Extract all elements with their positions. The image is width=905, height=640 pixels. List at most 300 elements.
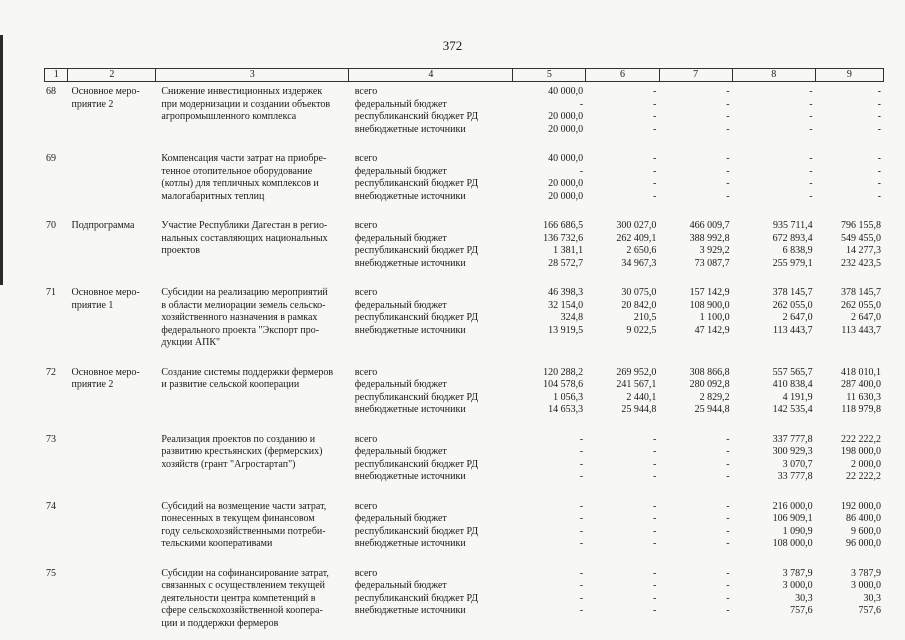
- value-col-7-line: 108 900,0: [689, 299, 730, 311]
- value-col-6: [586, 153, 659, 203]
- measure-type-line: приятие 1: [71, 299, 114, 311]
- funding-source: [349, 153, 513, 203]
- value-col-5-line: 46 398,3: [548, 287, 584, 298]
- value-col-8-line: 378 145,7: [772, 287, 813, 298]
- value-col-6-line: 2 650,6: [626, 245, 657, 256]
- value-col-8-line: -: [809, 86, 813, 97]
- value-col-7-line: 157 142,9: [689, 287, 730, 298]
- value-col-9-line: 192 000,0: [841, 500, 882, 512]
- value-col-7-line: 47 142,9: [694, 324, 730, 336]
- measure-description-line: Создание системы поддержки фермеров: [161, 366, 334, 378]
- value-col-6-line: 300 027,0: [616, 220, 657, 231]
- value-col-8-line: 757,6: [790, 605, 813, 616]
- value-col-7-line: -: [726, 153, 730, 164]
- value-col-5-line: -: [579, 471, 584, 482]
- value-col-9: [816, 434, 884, 484]
- funding-source-line: республиканский бюджет РД: [354, 592, 479, 604]
- row-number: 75: [46, 567, 56, 579]
- header-col-8: 8: [733, 69, 816, 81]
- funding-source-line: всего: [354, 366, 378, 378]
- value-col-9-line: 418 010,1: [841, 366, 882, 378]
- table-row: [44, 501, 884, 551]
- funding-source-line: внебюджетные источники: [354, 605, 466, 616]
- measure-description-line: проектов: [161, 245, 200, 256]
- value-col-8-line: -: [809, 111, 813, 122]
- value-col-7-line: -: [726, 580, 730, 591]
- value-col-9-line: 118 979,8: [841, 404, 882, 415]
- table-row: [44, 153, 884, 203]
- measure-description-line: Субсидий на возмещение части затрат,: [161, 500, 327, 512]
- value-col-9: [816, 287, 884, 350]
- value-col-6-line: 262 409,1: [616, 232, 657, 244]
- value-col-9-line: 2 000,0: [851, 458, 882, 470]
- value-col-8-line: 6 838,9: [782, 245, 813, 256]
- value-col-9-line: -: [877, 86, 882, 97]
- funding-source-line: федеральный бюджет: [354, 446, 447, 457]
- value-col-7-line: -: [726, 123, 730, 135]
- value-col-6-line: -: [653, 471, 657, 482]
- measure-type-line: Основное меро-: [71, 287, 140, 298]
- value-col-8: [733, 568, 816, 631]
- value-col-9: [816, 501, 884, 551]
- measure-description: [155, 434, 348, 484]
- value-col-5-line: -: [579, 605, 584, 616]
- value-col-7-line: 280 092,8: [689, 379, 730, 390]
- value-col-7: [659, 501, 732, 551]
- funding-source-line: внебюджетные источники: [354, 257, 466, 269]
- value-col-5-line: -: [579, 500, 584, 512]
- funding-source-line: республиканский бюджет РД: [354, 245, 479, 256]
- header-col-9: 9: [816, 69, 884, 81]
- value-col-6-line: -: [653, 98, 657, 110]
- value-col-6: [586, 287, 659, 350]
- value-col-5-line: -: [579, 567, 584, 579]
- value-col-7-line: -: [726, 592, 730, 604]
- value-col-6-line: -: [653, 513, 657, 524]
- value-col-7-line: -: [726, 165, 730, 177]
- value-col-9-line: 113 443,7: [841, 324, 882, 336]
- value-col-7-line: -: [726, 458, 730, 470]
- value-col-8-line: 935 711,4: [773, 220, 813, 231]
- measure-description-line: Субсидии на софинансирование затрат,: [161, 567, 329, 579]
- value-col-6-line: 2 440,1: [626, 391, 657, 403]
- value-col-5-line: 324,8: [560, 312, 584, 323]
- value-col-7-line: -: [726, 433, 730, 445]
- measure-description-line: тенное отопительное оборудование: [161, 165, 313, 177]
- value-col-9: [816, 220, 884, 270]
- value-col-7: [659, 434, 732, 484]
- value-col-9-line: 96 000,0: [846, 538, 882, 549]
- value-col-9-line: 3 787,9: [851, 567, 882, 579]
- value-col-9-line: 11 630,3: [846, 391, 882, 403]
- value-col-8-line: -: [809, 98, 813, 110]
- value-col-7: [659, 287, 732, 350]
- value-col-9-line: 198 000,0: [841, 446, 882, 457]
- measure-description-line: связанных с осуществлением текущей: [161, 580, 326, 591]
- value-col-7-line: 466 009,7: [689, 220, 730, 231]
- funding-source-line: всего: [354, 86, 378, 97]
- value-col-7-line: 2 829,2: [699, 391, 730, 403]
- measure-type: [67, 86, 155, 136]
- value-col-7-line: 388 992,8: [689, 232, 730, 244]
- value-col-9-line: 2 647,0: [851, 312, 882, 323]
- value-col-7-line: 308 866,8: [689, 366, 730, 378]
- measure-description: [155, 220, 348, 270]
- funding-source-line: федеральный бюджет: [354, 232, 447, 244]
- value-col-6-line: -: [653, 165, 657, 177]
- table-row: [44, 287, 884, 350]
- value-col-6-line: 25 944,8: [621, 404, 657, 415]
- value-col-5: [513, 367, 586, 417]
- value-col-6: [586, 86, 659, 136]
- value-col-9: [816, 367, 884, 417]
- value-col-6: [586, 367, 659, 417]
- value-col-6-line: 210,5: [633, 312, 657, 323]
- value-col-6: [586, 220, 659, 270]
- value-col-5-line: 20 000,0: [548, 178, 584, 189]
- value-col-7-line: -: [726, 111, 730, 122]
- value-col-5-line: -: [579, 446, 584, 457]
- funding-source: [349, 86, 513, 136]
- value-col-5-line: 20 000,0: [548, 111, 584, 122]
- value-col-9-line: -: [877, 111, 882, 122]
- header-col-3: 3: [156, 69, 349, 81]
- measure-description-line: тельскими кооперативами: [161, 538, 273, 549]
- value-col-5-line: 1 056,3: [553, 391, 584, 403]
- value-col-8-line: 113 443,7: [773, 324, 813, 336]
- value-col-6-line: -: [653, 525, 657, 537]
- value-col-6-line: -: [653, 433, 657, 445]
- table-row: [44, 86, 884, 136]
- value-col-6-line: 241 567,1: [616, 379, 657, 390]
- value-col-8-line: 33 777,8: [777, 471, 813, 482]
- value-col-8-line: 3 787,9: [782, 567, 813, 579]
- value-col-8: [733, 434, 816, 484]
- measure-description-line: году сельскохозяйственными потреби-: [161, 525, 326, 537]
- measure-description: [155, 153, 348, 203]
- value-col-5: [513, 434, 586, 484]
- value-col-8: [733, 501, 816, 551]
- measure-description-line: Снижение инвестиционных издержек: [161, 86, 323, 97]
- value-col-7-line: 73 087,7: [694, 257, 730, 269]
- value-col-6-line: -: [653, 86, 657, 97]
- value-col-8-line: -: [809, 165, 813, 177]
- measure-type-line: приятие 2: [71, 98, 114, 110]
- value-col-9-line: 549 455,0: [841, 232, 882, 244]
- value-col-8-line: 106 909,1: [772, 513, 813, 524]
- funding-source-line: федеральный бюджет: [354, 513, 447, 524]
- row-number: 74: [46, 500, 56, 512]
- value-col-5-line: -: [579, 525, 584, 537]
- value-col-7-line: -: [726, 538, 730, 549]
- funding-source: [349, 220, 513, 270]
- value-col-6-line: -: [653, 592, 657, 604]
- value-col-9-line: 3 000,0: [851, 580, 882, 591]
- value-col-7-line: 25 944,8: [694, 404, 730, 415]
- value-col-6-line: -: [653, 123, 657, 135]
- value-col-6-line: 269 952,0: [616, 366, 657, 378]
- value-col-8-line: 2 647,0: [782, 312, 813, 323]
- value-col-6-line: -: [653, 538, 657, 549]
- funding-source-line: федеральный бюджет: [354, 580, 447, 591]
- value-col-5-line: 32 154,0: [548, 299, 584, 311]
- value-col-7-line: -: [726, 500, 730, 512]
- table-row: [44, 367, 884, 417]
- measure-description-line: и развитие сельской кооперации: [161, 379, 300, 390]
- measure-type-line: Основное меро-: [71, 86, 140, 97]
- value-col-7-line: -: [726, 605, 730, 616]
- funding-source-line: республиканский бюджет РД: [354, 458, 479, 470]
- scan-margin-mark: [0, 35, 3, 285]
- value-col-6-line: -: [653, 580, 657, 591]
- row-number: 69: [46, 153, 56, 164]
- funding-source-line: всего: [354, 287, 378, 298]
- value-col-5-line: -: [579, 580, 584, 591]
- value-col-7-line: -: [726, 525, 730, 537]
- funding-source-line: республиканский бюджет РД: [354, 111, 479, 122]
- funding-source-line: внебюджетные источники: [354, 190, 466, 202]
- value-col-6-line: -: [653, 567, 657, 579]
- value-col-7-line: -: [726, 513, 730, 524]
- value-col-5-line: 28 572,7: [548, 257, 584, 269]
- value-col-9: [816, 86, 884, 136]
- measure-description-line: Компенсация части затрат на приобре-: [161, 153, 327, 164]
- measure-description-line: в области мелиорации земель сельско-: [161, 299, 326, 311]
- value-col-8-line: 557 565,7: [772, 366, 813, 378]
- row-number: 68: [46, 86, 56, 97]
- value-col-8-line: 142 535,4: [772, 404, 813, 415]
- measure-description-line: Участие Республики Дагестан в регио-: [161, 220, 328, 231]
- funding-source-line: внебюджетные источники: [354, 404, 466, 415]
- funding-source-line: всего: [354, 567, 378, 579]
- header-col-5: 5: [513, 69, 586, 81]
- measure-type-line: Основное меро-: [71, 366, 140, 378]
- header-col-7: 7: [660, 69, 733, 81]
- funding-source-line: федеральный бюджет: [354, 299, 447, 311]
- value-col-8-line: -: [809, 153, 813, 164]
- value-col-7-line: -: [726, 471, 730, 482]
- value-col-6-line: 34 967,3: [621, 257, 657, 269]
- value-col-8-line: 300 929,3: [772, 446, 813, 457]
- value-col-8-line: 1 090,9: [782, 525, 813, 537]
- value-col-7-line: -: [726, 98, 730, 110]
- value-col-8-line: 410 838,4: [772, 379, 813, 390]
- funding-source: [349, 434, 513, 484]
- value-col-9-line: 378 145,7: [841, 287, 882, 298]
- value-col-8-line: 672 893,4: [772, 232, 813, 244]
- value-col-5-line: 14 653,3: [548, 404, 584, 415]
- measure-description-line: понесенных в текущем финансовом: [161, 513, 315, 524]
- table-row: [44, 220, 884, 270]
- measure-description-line: хозяйств (грант "Агростартап"): [161, 458, 296, 470]
- value-col-9: [816, 153, 884, 203]
- value-col-6-line: 20 842,0: [621, 299, 657, 311]
- value-col-7-line: -: [726, 178, 730, 189]
- value-col-6: [586, 501, 659, 551]
- value-col-6-line: -: [653, 458, 657, 470]
- value-col-5-line: -: [579, 592, 584, 604]
- funding-source: [349, 568, 513, 631]
- measure-description: [155, 501, 348, 551]
- measure-type: [67, 153, 155, 203]
- value-col-5-line: 136 732,6: [543, 232, 584, 244]
- measure-description-line: нальных составляющих национальных: [161, 232, 328, 244]
- funding-source-line: всего: [354, 500, 378, 512]
- value-col-7: [659, 367, 732, 417]
- value-col-9-line: -: [877, 153, 882, 164]
- value-col-8: [733, 220, 816, 270]
- value-col-6-line: 9 022,5: [626, 324, 657, 336]
- value-col-8-line: -: [809, 178, 813, 189]
- value-col-8-line: -: [809, 190, 813, 202]
- measure-description-line: сфере сельскохозяйственной коопера-: [161, 605, 323, 616]
- funding-source-line: федеральный бюджет: [354, 379, 447, 390]
- value-col-7-line: -: [726, 446, 730, 457]
- table-row: [44, 568, 884, 631]
- value-col-8-line: 30,3: [795, 592, 813, 604]
- budget-table: [44, 68, 884, 630]
- measure-description-line: деятельности центра компетенций в: [161, 592, 316, 604]
- funding-source-line: республиканский бюджет РД: [354, 312, 479, 323]
- value-col-5-line: 1 381,1: [553, 245, 584, 256]
- funding-source: [349, 501, 513, 551]
- funding-source-line: федеральный бюджет: [354, 165, 447, 177]
- funding-source-line: федеральный бюджет: [354, 98, 447, 110]
- value-col-8-line: -: [809, 123, 813, 135]
- funding-source-line: всего: [354, 220, 378, 231]
- value-col-9-line: 232 423,5: [841, 257, 882, 269]
- value-col-9-line: 796 155,8: [841, 220, 882, 231]
- value-col-7: [659, 153, 732, 203]
- funding-source: [349, 367, 513, 417]
- measure-description: [155, 568, 348, 631]
- measure-type-line: приятие 2: [71, 379, 114, 390]
- value-col-6-line: -: [653, 153, 657, 164]
- measure-description-line: дукции АПК": [161, 337, 221, 348]
- measure-description-line: при модернизации и создании объектов: [161, 98, 331, 110]
- value-col-6-line: -: [653, 605, 657, 616]
- measure-description: [155, 86, 348, 136]
- value-col-5-line: -: [579, 433, 584, 445]
- value-col-6-line: -: [653, 178, 657, 189]
- value-col-7-line: 3 929,2: [699, 245, 730, 256]
- value-col-8: [733, 153, 816, 203]
- value-col-5: [513, 220, 586, 270]
- value-col-9-line: 14 277,3: [846, 245, 882, 256]
- value-col-9-line: -: [877, 123, 882, 135]
- funding-source-line: республиканский бюджет РД: [354, 178, 479, 189]
- value-col-9-line: -: [877, 190, 882, 202]
- page-number: 372: [442, 38, 463, 53]
- value-col-7: [659, 220, 732, 270]
- funding-source: [349, 287, 513, 350]
- funding-source-line: внебюджетные источники: [354, 123, 466, 135]
- value-col-9-line: 222 222,2: [841, 433, 882, 445]
- value-col-9-line: -: [877, 178, 882, 189]
- value-col-5-line: 40 000,0: [548, 86, 584, 97]
- funding-source-line: внебюджетные источники: [354, 324, 466, 336]
- value-col-9-line: 86 400,0: [846, 513, 882, 524]
- value-col-9-line: 9 600,0: [851, 525, 882, 537]
- row-number: 73: [46, 433, 56, 445]
- row-number: 70: [46, 220, 56, 231]
- measure-description-line: Реализация проектов по созданию и: [161, 433, 316, 445]
- table-row: [44, 434, 884, 484]
- value-col-8: [733, 287, 816, 350]
- value-col-8: [733, 367, 816, 417]
- value-col-6: [586, 434, 659, 484]
- value-col-7-line: 1 100,0: [699, 312, 730, 323]
- measure-description-line: федерального проекта "Экспорт про-: [161, 324, 320, 336]
- value-col-9-line: -: [877, 98, 882, 110]
- measure-type: [67, 367, 155, 417]
- value-col-9-line: 262 055,0: [841, 299, 882, 311]
- value-col-5-line: -: [579, 513, 584, 524]
- header-col-4: 4: [349, 69, 513, 81]
- value-col-5-line: 104 578,6: [543, 379, 584, 390]
- measure-type: [67, 568, 155, 631]
- value-col-5: [513, 153, 586, 203]
- measure-description-line: малогабаритных теплиц: [161, 190, 265, 202]
- value-col-9-line: -: [877, 165, 882, 177]
- measure-description-line: (котлы) для тепличных комплексов и: [161, 178, 319, 189]
- measure-description-line: хозяйственного назначения в рамках: [161, 312, 318, 323]
- value-col-8-line: 262 055,0: [772, 299, 813, 311]
- value-col-8: [733, 86, 816, 136]
- value-col-5-line: 20 000,0: [548, 123, 584, 135]
- value-col-5-line: -: [579, 458, 584, 470]
- funding-source-line: республиканский бюджет РД: [354, 391, 479, 403]
- value-col-6-line: -: [653, 446, 657, 457]
- value-col-9-line: 30,3: [863, 592, 882, 604]
- value-col-8-line: 3 070,7: [782, 458, 813, 470]
- header-col-1: 1: [45, 69, 68, 81]
- value-col-5-line: -: [579, 165, 584, 177]
- value-col-5: [513, 568, 586, 631]
- table-body: [44, 86, 884, 630]
- measure-description-line: Субсидии на реализацию мероприятий: [161, 287, 328, 298]
- value-col-8-line: 3 000,0: [782, 580, 813, 591]
- measure-description: [155, 367, 348, 417]
- value-col-5-line: 120 288,2: [543, 366, 584, 378]
- funding-source-line: всего: [354, 433, 378, 445]
- measure-type: [67, 220, 155, 270]
- row-number: 71: [46, 287, 56, 298]
- funding-source-line: внебюджетные источники: [354, 471, 466, 482]
- value-col-5-line: 166 686,5: [543, 220, 584, 231]
- value-col-7-line: -: [726, 567, 730, 579]
- measure-type: [67, 501, 155, 551]
- value-col-5: [513, 86, 586, 136]
- value-col-8-line: 255 979,1: [772, 257, 813, 269]
- measure-description-line: развитию крестьянских (фермерских): [161, 446, 323, 457]
- measure-type-line: Подпрограмма: [71, 220, 135, 231]
- value-col-5-line: 20 000,0: [548, 190, 584, 202]
- value-col-9: [816, 568, 884, 631]
- measure-description-line: агропромышленного комплекса: [161, 111, 297, 122]
- value-col-7: [659, 86, 732, 136]
- header-col-2: 2: [68, 69, 156, 81]
- header-col-6: 6: [586, 69, 659, 81]
- funding-source-line: внебюджетные источники: [354, 538, 466, 549]
- value-col-9-line: 287 400,0: [841, 379, 882, 390]
- value-col-5-line: -: [579, 538, 584, 549]
- funding-source-line: республиканский бюджет РД: [354, 525, 479, 537]
- value-col-5: [513, 287, 586, 350]
- value-col-8-line: 216 000,0: [772, 500, 813, 512]
- value-col-8-line: 4 191,9: [782, 391, 813, 403]
- measure-type: [67, 287, 155, 350]
